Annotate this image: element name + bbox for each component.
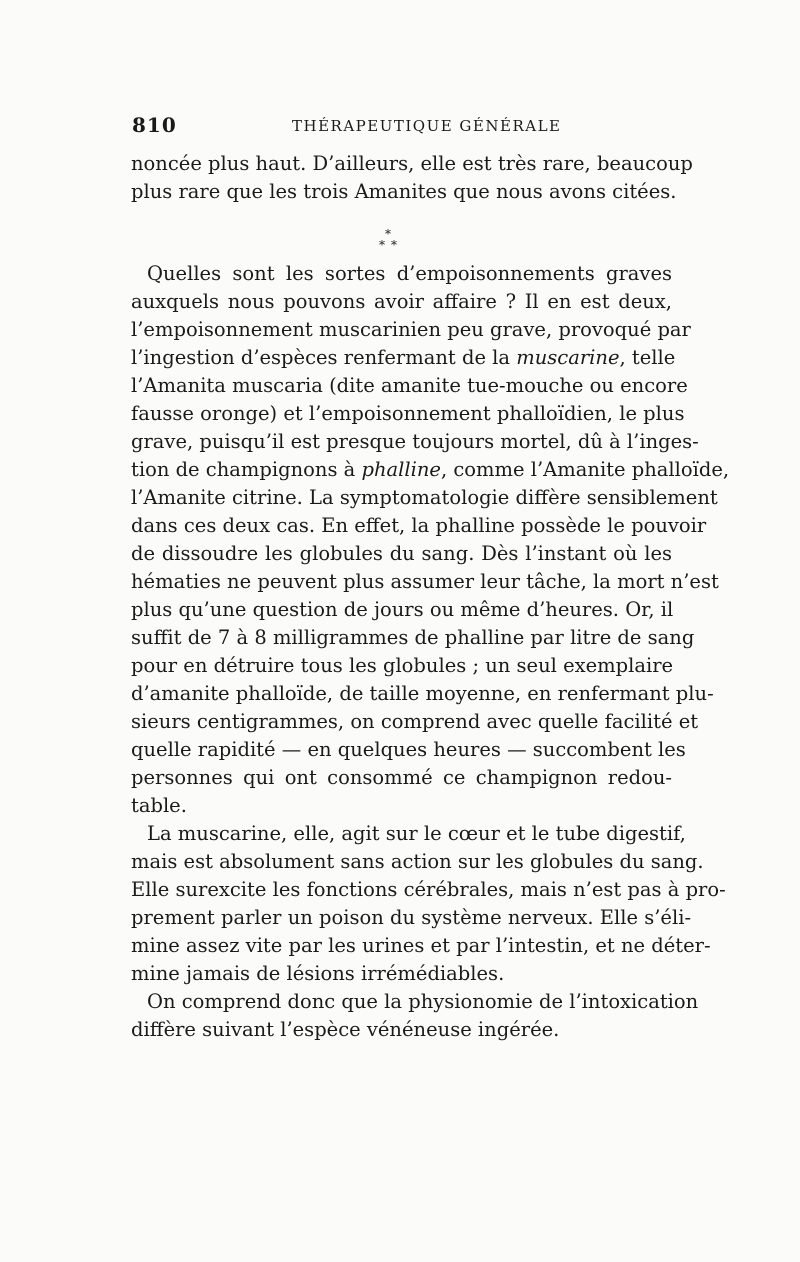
text-line: mais est absolument sans action sur les globules du sang. xyxy=(131,850,704,873)
text-line: Elle surexcite les fonctions cérébrales, mais n’est pas à pro- xyxy=(131,878,726,901)
text-line: l’empoisonnement muscarinien peu grave, provoqué par xyxy=(131,318,691,341)
text-line: d’amanite phalloïde, de taille moyenne, en renfermant plu- xyxy=(131,682,714,705)
paragraph xyxy=(131,820,726,988)
text-line: suffit de 7 à 8 milligrammes de phalline par litre de sang xyxy=(131,626,695,649)
text-line: quelle rapidité — en quelques heures — succombent les xyxy=(131,738,686,761)
text-line: dans ces deux cas. En effet, la phalline possède le pouvoir xyxy=(131,514,707,537)
text-line: auxquels nous pouvons avoir affaire ? Il en est deux, xyxy=(131,290,672,313)
text-line: sieurs centigrammes, on comprend avec quelle facilité et xyxy=(131,710,699,733)
asterism-star: * xyxy=(385,227,391,241)
text-line: diffère suivant l’espèce vénéneuse ingérée. xyxy=(131,1018,560,1041)
text-line: plus rare que les trois Amanites que nous avons citées. xyxy=(131,180,677,203)
text-line: Quelles sont les sortes d’empoisonnements graves xyxy=(147,262,672,285)
text-line: tion de champignons à phalline, comme l’Amanite phalloïde, xyxy=(131,458,730,481)
text-line: On comprend donc que la physionomie de l’intoxication xyxy=(147,990,699,1013)
paragraph xyxy=(131,988,699,1044)
asterism-star: * xyxy=(391,238,397,252)
text-line: l’Amanita muscaria (dite amanite tue-mouche ou encore xyxy=(131,374,688,397)
text-line: de dissoudre les globules du sang. Dès l’instant où les xyxy=(131,542,672,565)
paragraph xyxy=(131,150,693,206)
text-line: mine jamais de lésions irrémédiables. xyxy=(131,962,505,985)
text-line: plus qu’une question de jours ou même d’heures. Or, il xyxy=(131,598,674,621)
text-line: grave, puisqu’il est presque toujours mortel, dû à l’inges- xyxy=(131,430,699,453)
text-line: l’ingestion d’espèces renfermant de la muscarine, telle xyxy=(131,346,676,369)
text-line: mine assez vite par les urines et par l’intestin, et ne déter- xyxy=(131,934,711,957)
asterism-separator xyxy=(131,206,672,260)
text-line: noncée plus haut. D’ailleurs, elle est très rare, beaucoup xyxy=(131,152,693,175)
text-line: pour en détruire tous les globules ; un seul exemplaire xyxy=(131,654,674,677)
text-line: hématies ne peuvent plus assumer leur tâche, la mort n’est xyxy=(131,570,719,593)
text-line: table. xyxy=(131,794,187,817)
page-header xyxy=(132,113,672,139)
running-head: THÉRAPEUTIQUE GÉNÉRALE xyxy=(292,117,562,135)
body-text xyxy=(131,150,730,1044)
asterism-star: * xyxy=(379,238,385,252)
text-line: l’Amanite citrine. La symptomatologie diffère sensiblement xyxy=(131,486,718,509)
page-number: 810 xyxy=(132,113,177,137)
text-line: fausse oronge) et l’empoisonnement phalloïdien, le plus xyxy=(131,402,685,425)
paragraph xyxy=(131,260,730,820)
text-line: prement parler un poison du système nerveux. Elle s’éli- xyxy=(131,906,692,929)
text-line: La muscarine, elle, agit sur le cœur et le tube digestif, xyxy=(147,822,686,845)
text-line: personnes qui ont consommé ce champignon redou- xyxy=(131,766,672,789)
